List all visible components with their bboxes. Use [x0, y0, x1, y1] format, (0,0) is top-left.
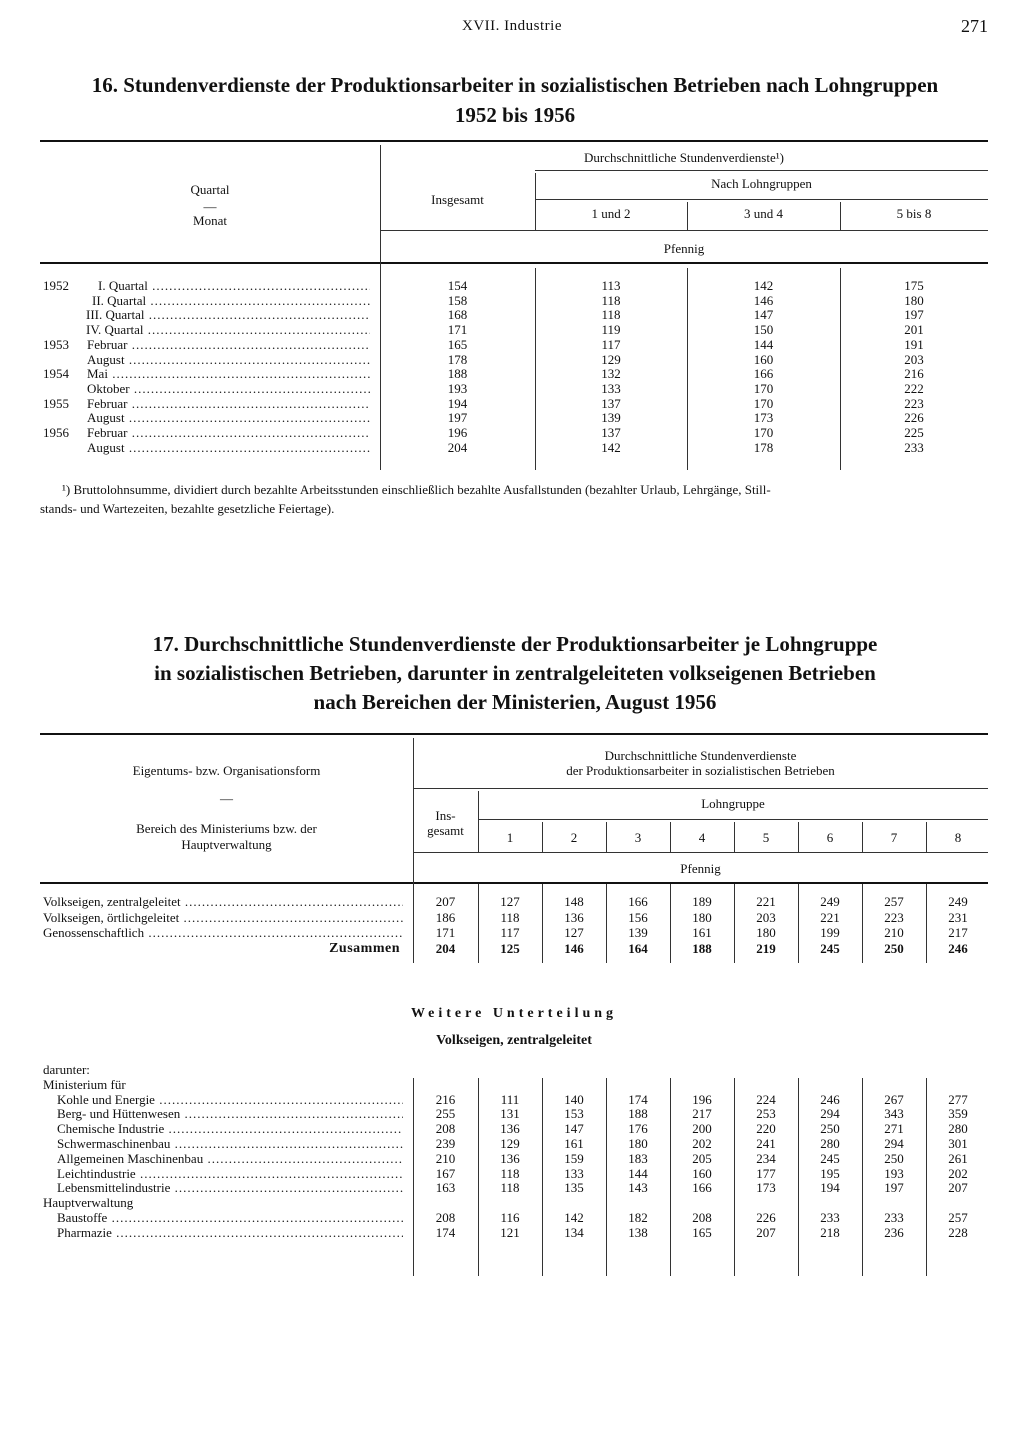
table-cell: 294 [884, 1136, 904, 1151]
table-cell: 158 [447, 292, 468, 308]
table-cell: 250 [820, 1121, 840, 1137]
table16-footnote-line2: stands- und Wartezeiten, bezahlte gesetzliche Feiertage). [40, 501, 335, 516]
table-cell: 170 [753, 425, 774, 440]
table-cell: 134 [564, 1224, 584, 1240]
row-label: Genossenschaftlich ..... [43, 926, 403, 941]
table-cell: 202 [948, 1165, 968, 1181]
table-cell: 142 [564, 1210, 584, 1225]
table17-unit: Pfennig [680, 861, 721, 876]
table-cell: 147 [753, 307, 774, 323]
table-cell: 180 [628, 1136, 648, 1151]
darunter-label: darunter: [43, 1062, 90, 1077]
table-cell: 188 [628, 1106, 648, 1122]
table17-col-5: 5 [762, 830, 770, 845]
row-label: Oktober ..... [87, 382, 370, 397]
table-cell: 189 [692, 894, 712, 909]
table-cell: 226 [756, 1210, 776, 1225]
table-cell: 294 [820, 1106, 840, 1122]
table-cell: 257 [884, 894, 904, 909]
table16-unit: Pfennig [663, 241, 705, 256]
row-label: Allgemeinen Maschinenbau ..... [57, 1152, 403, 1167]
table-cell: 202 [692, 1136, 712, 1151]
table17-title [60, 630, 970, 717]
table-cell: 137 [601, 395, 621, 411]
table-cell: 127 [500, 894, 520, 909]
table-row [40, 294, 988, 309]
table-cell: 163 [435, 1180, 456, 1196]
table-cell: 144 [628, 1165, 648, 1181]
table-cell: 207 [756, 1224, 776, 1240]
table-cell: 239 [435, 1136, 456, 1151]
table-cell: 221 [820, 909, 840, 925]
table-cell: 186 [435, 909, 456, 925]
table16-col-3und4: 3 und 4 [744, 206, 783, 221]
table-cell: 180 [756, 925, 776, 940]
table16 [40, 140, 988, 470]
row-label: III. Quartal ..... [86, 308, 370, 323]
table16-title-line1: 16. Stundenverdienste der Produktionsarbeiter in sozialistischen Betrieben nach Lohngruppen [91, 73, 939, 97]
table-cell: 127 [564, 925, 584, 940]
table-cell: 161 [564, 1136, 584, 1151]
table-cell: 159 [564, 1150, 584, 1166]
table-row [40, 1093, 988, 1108]
table-cell: 233 [904, 439, 924, 455]
row-label: Zusammen [329, 940, 400, 956]
table-cell: 178 [447, 351, 468, 367]
group-label-ministerium: Ministerium für [43, 1076, 126, 1092]
table17-title-line1: 17. Durchschnittliche Stundenverdienste der Produktionsarbeiter je Lohngruppe [152, 632, 878, 656]
table16-col-1und2: 1 und 2 [591, 206, 631, 221]
table-cell: 180 [692, 909, 712, 925]
table17-col-7: 7 [890, 830, 898, 845]
row-label: I. Quartal ..... [98, 279, 370, 294]
table-row [40, 911, 988, 926]
table-cell: 250 [884, 940, 904, 956]
table-cell: 171 [435, 925, 456, 940]
table-cell: 168 [447, 307, 468, 323]
table17-stub-head-form: Eigentums- bzw. Organisationsform [132, 763, 321, 778]
table-cell: 193 [884, 1165, 904, 1181]
table-row [40, 1211, 988, 1226]
table-cell: 197 [884, 1180, 904, 1196]
table-cell: 280 [820, 1136, 840, 1151]
table-cell: 234 [756, 1150, 776, 1166]
table-cell: 199 [820, 925, 840, 940]
table-cell: 118 [500, 1180, 520, 1196]
table-cell: 111 [500, 1091, 520, 1107]
table-cell: 267 [884, 1091, 904, 1107]
table-cell: 200 [692, 1121, 712, 1137]
table-cell: 136 [500, 1150, 520, 1166]
table-cell: 121 [500, 1224, 520, 1240]
table-row [40, 338, 988, 353]
row-label: Pharmazie ..... [57, 1226, 403, 1241]
table-cell: 144 [753, 336, 774, 352]
table16-span-head: Durchschnittliche Stundenverdienste¹) [584, 150, 784, 165]
table-row [40, 441, 988, 456]
table-cell: 228 [948, 1224, 968, 1240]
table17-span-head-1: Durchschnittliche Stundenverdienste [604, 748, 797, 763]
table-cell: 236 [884, 1224, 904, 1240]
table-cell: 250 [884, 1150, 904, 1166]
table-cell: 261 [948, 1150, 968, 1166]
table-cell: 193 [447, 380, 468, 396]
table-cell: 117 [601, 336, 621, 352]
table-cell: 249 [820, 894, 840, 909]
table16-title-line2: 1952 bis 1956 [454, 103, 576, 127]
row-year: 1953 [43, 336, 69, 352]
table-row [40, 397, 988, 412]
table17-col-ins: Ins- [435, 808, 456, 823]
table-cell: 208 [435, 1121, 456, 1137]
table-cell: 125 [500, 940, 520, 956]
table-cell: 148 [564, 894, 584, 909]
table-row [40, 279, 988, 294]
table-cell: 153 [564, 1106, 584, 1122]
table-cell: 167 [435, 1165, 456, 1181]
table17 [40, 733, 988, 1278]
table-cell: 183 [628, 1150, 648, 1166]
table16-col-group-head: Nach Lohngruppen [711, 176, 812, 191]
table-cell: 191 [904, 336, 924, 352]
table16-footnote [40, 480, 1002, 518]
table-cell: 188 [447, 366, 468, 382]
table17-span-head-2: der Produktionsarbeiter in sozialistischen Betrieben [566, 763, 835, 778]
table-cell: 129 [601, 351, 621, 367]
table-cell: 197 [904, 307, 924, 323]
table-cell: 208 [692, 1210, 712, 1225]
table-cell: 301 [948, 1136, 968, 1151]
row-year: 1954 [43, 366, 69, 382]
table-cell: 221 [756, 894, 776, 909]
table-cell: 146 [753, 292, 774, 308]
table-cell: 204 [435, 940, 456, 956]
table-cell: 177 [756, 1165, 776, 1181]
table-cell: 205 [692, 1150, 712, 1166]
table-cell: 118 [500, 1165, 520, 1181]
table-cell: 188 [692, 940, 712, 956]
table-cell: 176 [628, 1121, 648, 1137]
table-cell: 207 [948, 1180, 968, 1196]
table-cell: 226 [904, 410, 924, 426]
table-cell: 246 [948, 940, 968, 956]
table-cell: 178 [753, 439, 774, 455]
table-cell: 210 [884, 925, 904, 940]
table-cell: 170 [753, 380, 774, 396]
table-cell: 218 [820, 1224, 840, 1240]
table-cell: 246 [820, 1091, 840, 1107]
table-cell: 194 [820, 1180, 840, 1196]
table-row [40, 353, 988, 368]
table-cell: 136 [500, 1121, 520, 1137]
table-cell: 140 [564, 1091, 584, 1107]
table-cell: 223 [884, 909, 904, 925]
group-label-hauptverwaltung: Hauptverwaltung [43, 1195, 134, 1211]
table-cell: 203 [904, 351, 924, 367]
table-cell: 217 [692, 1106, 712, 1122]
table-cell: 233 [884, 1210, 904, 1225]
table-row [40, 1122, 988, 1137]
table-cell: 280 [948, 1121, 968, 1137]
table-cell: 174 [628, 1091, 648, 1107]
table-cell: 137 [601, 425, 621, 440]
table-row [40, 411, 988, 426]
table17-col-4: 4 [698, 830, 706, 845]
table16-col-insgesamt: Insgesamt [431, 192, 484, 207]
table17-col-3: 3 [634, 830, 642, 845]
table-cell: 182 [628, 1210, 648, 1225]
row-label: II. Quartal ..... [92, 294, 370, 309]
table-cell: 180 [904, 292, 924, 308]
table-row [40, 382, 988, 397]
row-label: Berg- und Hüttenwesen ..... [57, 1107, 403, 1122]
table-cell: 118 [500, 909, 520, 925]
table16-title [40, 70, 990, 130]
table-cell: 220 [756, 1121, 776, 1137]
row-label: Chemische Industrie ..... [57, 1122, 403, 1137]
table-cell: 138 [628, 1224, 648, 1240]
table-cell: 195 [820, 1165, 840, 1181]
table17-sub-head: Weitere Unterteilung [410, 1006, 618, 1021]
table17-col-2: 2 [570, 830, 578, 845]
table17-col-1: 1 [506, 830, 514, 845]
table-cell: 119 [601, 322, 621, 338]
table-cell: 210 [435, 1150, 456, 1166]
table16-col-5bis8: 5 bis 8 [896, 206, 932, 221]
row-year: 1955 [43, 395, 69, 411]
table-cell: 166 [753, 366, 774, 382]
table-cell: 216 [435, 1091, 456, 1107]
table-cell: 219 [756, 940, 776, 956]
table-cell: 147 [564, 1121, 584, 1137]
table-row [40, 1137, 988, 1152]
table17-title-line3: nach Bereichen der Ministerien, August 1956 [313, 690, 717, 714]
table-cell: 146 [564, 940, 584, 956]
table-cell: 133 [601, 380, 621, 396]
table-cell: 249 [948, 894, 968, 909]
row-label: Kohle und Energie ..... [57, 1093, 403, 1108]
table-cell: 156 [628, 909, 648, 925]
table17-stub-dash: — [220, 791, 233, 806]
table17-title-line2: in sozialistischen Betrieben, darunter in zentralgeleiteten volkseigenen Betrieben [154, 661, 876, 685]
table17-col-6: 6 [826, 830, 834, 845]
table-cell: 139 [628, 925, 648, 940]
table-row [40, 308, 988, 323]
table-row [40, 942, 988, 957]
table-cell: 133 [564, 1165, 584, 1181]
table-cell: 135 [564, 1180, 584, 1196]
table17-sub-head-2: Volkseigen, zentralgeleitet [436, 1033, 592, 1048]
table-row [40, 1167, 988, 1182]
table-cell: 194 [447, 395, 468, 411]
table-cell: 113 [601, 278, 621, 293]
table-cell: 253 [756, 1106, 776, 1122]
row-year: 1956 [43, 425, 69, 440]
table-cell: 142 [753, 278, 774, 293]
table-row [40, 426, 988, 441]
table-cell: 207 [435, 894, 456, 909]
table-cell: 116 [500, 1210, 520, 1225]
row-label: Lebensmittelindustrie ..... [57, 1181, 403, 1196]
table-cell: 118 [601, 292, 621, 308]
table-cell: 173 [753, 410, 774, 426]
table-cell: 132 [601, 366, 621, 382]
table-cell: 359 [948, 1106, 968, 1122]
table-cell: 160 [692, 1165, 712, 1181]
table-cell: 203 [756, 909, 776, 925]
table-row [40, 926, 988, 941]
table-cell: 196 [692, 1091, 712, 1107]
row-label: Februar ..... [87, 338, 370, 353]
table-cell: 166 [692, 1180, 712, 1196]
row-label: Mai ..... [87, 367, 370, 382]
row-label: Leichtindustrie ..... [57, 1167, 403, 1182]
table-cell: 255 [435, 1106, 456, 1122]
table-cell: 277 [948, 1091, 968, 1107]
table-row [40, 1226, 988, 1241]
table17-col-group-head: Lohngruppe [701, 796, 765, 811]
table17-stub-head-bereich: Bereich des Ministeriums bzw. der [136, 821, 317, 836]
table-row [40, 1181, 988, 1196]
row-label: IV. Quartal ..... [86, 323, 370, 338]
table-cell: 129 [500, 1136, 520, 1151]
table-cell: 118 [601, 307, 621, 323]
table-cell: 165 [692, 1224, 712, 1240]
table-cell: 154 [447, 278, 468, 293]
table-cell: 204 [447, 439, 468, 455]
table-cell: 139 [601, 410, 621, 426]
row-label: Februar ..... [87, 426, 370, 441]
table-cell: 165 [447, 336, 468, 352]
table-cell: 173 [756, 1180, 776, 1196]
table-cell: 131 [500, 1106, 520, 1122]
table-cell: 196 [447, 425, 468, 440]
table-cell: 222 [904, 380, 924, 396]
table-cell: 223 [904, 395, 924, 411]
table-row [40, 895, 988, 910]
table-cell: 208 [435, 1210, 456, 1225]
table-cell: 171 [447, 322, 468, 338]
table-cell: 233 [820, 1210, 840, 1225]
row-label: Schwermaschinenbau ..... [57, 1137, 403, 1152]
table-cell: 143 [628, 1180, 648, 1196]
table-cell: 217 [948, 925, 968, 940]
row-label: August ..... [87, 353, 370, 368]
table16-stub-head-quartal: Quartal [190, 182, 230, 197]
row-label: Volkseigen, zentralgeleitet ..... [43, 895, 403, 910]
table-cell: 241 [756, 1136, 776, 1151]
table-cell: 150 [753, 322, 774, 338]
table-cell: 160 [753, 351, 774, 367]
table-cell: 142 [601, 439, 621, 455]
table-cell: 136 [564, 909, 584, 925]
table-cell: 161 [692, 925, 712, 940]
table-row [40, 1152, 988, 1167]
table17-col-gesamt: gesamt [427, 823, 464, 838]
table-cell: 257 [948, 1210, 968, 1225]
row-label: Volkseigen, örtlichgeleitet ..... [43, 911, 403, 926]
row-label: August ..... [87, 441, 370, 456]
table17-stub-head-hv: Hauptverwaltung [181, 837, 272, 852]
row-year: 1952 [43, 278, 69, 293]
table-cell: 170 [753, 395, 774, 411]
table-cell: 224 [756, 1091, 776, 1107]
table-cell: 166 [628, 894, 648, 909]
table-cell: 245 [820, 1150, 840, 1166]
table-cell: 175 [904, 278, 924, 293]
row-label: Februar ..... [87, 397, 370, 412]
table-cell: 245 [820, 940, 840, 956]
table-cell: 174 [435, 1224, 456, 1240]
table-cell: 271 [884, 1121, 904, 1137]
table-row [40, 323, 988, 338]
table-cell: 197 [447, 410, 468, 426]
table16-stub-head-monat: Monat [193, 213, 227, 228]
table16-stub-dash: — [203, 199, 217, 214]
table16-footnote-line1: ¹) Bruttolohnsumme, dividiert durch bezahlte Arbeitsstunden einschließlich bezahlte Ausfallstunden (bezahlter Urlaub, Lehrgänge, Still- [62, 482, 771, 497]
page-number: 271 [961, 16, 988, 36]
table-cell: 225 [904, 425, 924, 440]
table-row [40, 367, 988, 382]
table17-col-8: 8 [954, 830, 962, 845]
table-cell: 164 [628, 940, 648, 956]
row-label: August ..... [87, 411, 370, 426]
table-cell: 231 [948, 909, 968, 925]
row-label: Baustoffe ..... [57, 1211, 403, 1226]
table-cell: 343 [884, 1106, 904, 1122]
table-cell: 201 [904, 322, 924, 338]
table-cell: 117 [500, 925, 520, 940]
table-cell: 216 [904, 366, 924, 382]
running-header: XVII. Industrie [462, 18, 562, 34]
table-row [40, 1107, 988, 1122]
